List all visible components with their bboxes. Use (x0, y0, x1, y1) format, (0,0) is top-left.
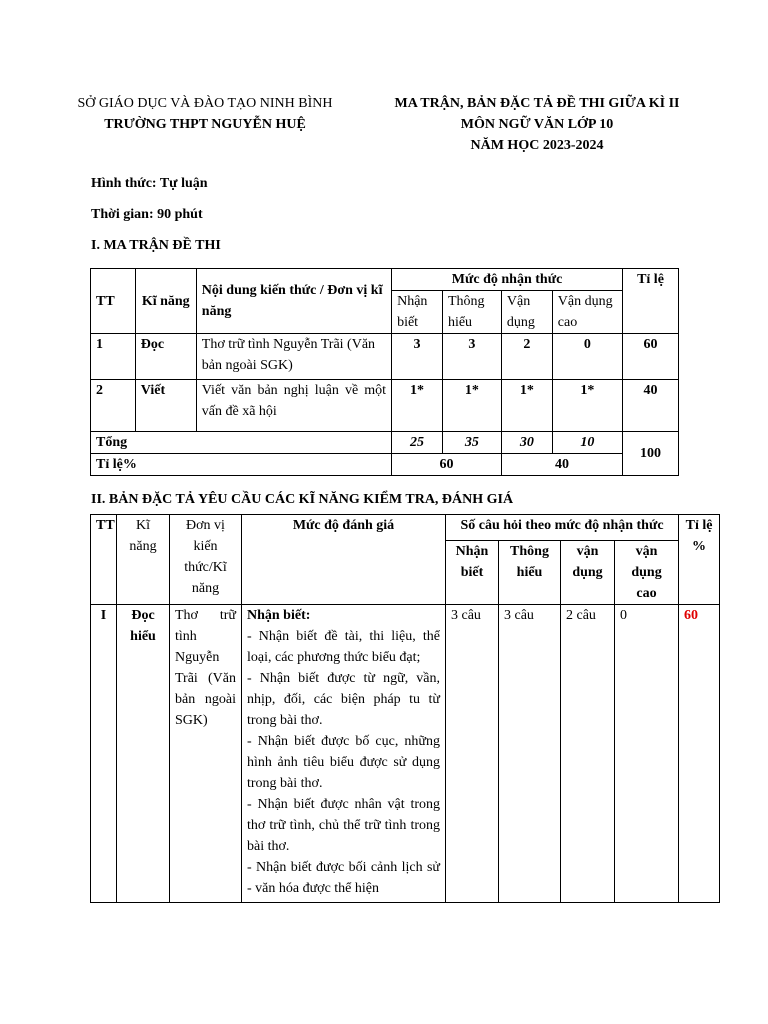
doc-title: MA TRẬN, BẢN ĐẶC TẢ ĐỀ THI GIỮA KÌ II (394, 96, 680, 111)
table-row: 2 Viết Viết văn bản nghị luận về một vấn đề xã hội 1* 1* 1* 1* 40 (91, 380, 679, 432)
header-right (372, 93, 702, 156)
department-name: SỞ GIÁO DỤC VÀ ĐÀO TẠO NINH BÌNH (77, 96, 333, 111)
th2-recognize: Nhận biết (446, 541, 499, 605)
total-row: Tổng 25 35 30 10 100 (91, 432, 679, 454)
th2-unit: Đơn vị kiến thức/Kĩ năng (170, 515, 242, 605)
header-left (60, 93, 350, 135)
assess-item: - Nhận biết được từ ngữ, vần, nhịp, đối, các biện pháp tu từ trong bài thơ. (247, 671, 440, 728)
assess-item: - Nhận biết được bố cục, những hình ảnh tiêu biểu được sử dụng trong bài thơ. (247, 734, 440, 791)
subject-title: MÔN NGỮ VĂN LỚP 10 (460, 117, 614, 132)
th2-ratio: Tỉ lệ % (679, 515, 720, 605)
section1-title: I. MA TRẬN ĐỀ THI (91, 238, 221, 253)
th-level: Mức độ nhận thức (392, 269, 623, 291)
assess-item: - Nhận biết được nhân vật trong thơ trữ tình, chủ thể trữ tình trong bài thơ. (247, 797, 440, 854)
th2-apply-high: vận dụng cao (615, 541, 679, 605)
th2-count: Số câu hỏi theo mức độ nhận thức (446, 515, 679, 541)
assess-item: - Nhận biết đề tài, thi liệu, thể loại, các phương thức biểu đạt; (247, 629, 440, 665)
th2-assess: Mức độ đánh giá (242, 515, 446, 605)
section2-title: II. BẢN ĐẶC TẢ YÊU CẦU CÁC KĨ NĂNG KIỂM TRA, ĐÁNH GIÁ (91, 492, 514, 507)
assess-cell (242, 605, 446, 903)
table-row: I Đọc hiểu Thơ trữ tình Nguyễn Trãi (Văn bản ngoài SGK) Nhận biết: - Nhận biết đề tài, thi liệu, thể loại, các phương thức biểu đạt; - Nhận biết được từ ngữ, vần, nhịp, đối, các biện pháp tu từ trong bài thơ. - Nhận biết được bố cục, những hình ảnh tiêu biểu được sử dụng trong bài thơ. - Nhận biết được nhân vật trong thơ trữ tình, chủ thể trữ tình trong bài thơ. - Nhận biết được bối cảnh lịch sử - văn hóa được thể hiện 3 câu 3 câu 2 câu 0 60 (91, 605, 720, 903)
th-apply: Vận dụng (501, 291, 552, 334)
ratio-value: 60 (679, 605, 720, 903)
exam-time: Thời gian: 90 phút (91, 207, 203, 222)
percent-row: Tỉ lệ% 60 40 (91, 454, 679, 476)
th-ratio-blank (623, 291, 679, 334)
th-recognize: Nhận biết (392, 291, 443, 334)
th-skill: Kĩ năng (135, 269, 196, 334)
spec-table (90, 514, 720, 903)
th-ratio: Tỉ lệ (623, 269, 679, 291)
th2-skill: Kĩ năng (117, 515, 170, 605)
th2-understand: Thông hiểu (499, 541, 561, 605)
th-apply-high: Vận dụng cao (552, 291, 622, 334)
th-understand: Thông hiểu (442, 291, 501, 334)
assess-title: Nhận biết: (247, 608, 311, 623)
school-name: TRƯỜNG THPT NGUYỄN HUỆ (104, 117, 306, 132)
th-tt: TT (91, 269, 136, 334)
matrix-table (90, 268, 679, 476)
th2-tt: TT (91, 515, 117, 605)
th-content: Nội dung kiến thức / Đơn vị kĩ năng (196, 269, 391, 334)
school-year: NĂM HỌC 2023-2024 (470, 138, 604, 153)
assess-item: - Nhận biết được bối cảnh lịch sử - văn hóa được thể hiện (247, 860, 440, 896)
exam-form: Hình thức: Tự luận (91, 176, 208, 191)
th2-apply: vận dụng (561, 541, 615, 605)
table-row: 1 Đọc Thơ trữ tình Nguyễn Trãi (Văn bản ngoài SGK) 3 3 2 0 60 (91, 334, 679, 380)
